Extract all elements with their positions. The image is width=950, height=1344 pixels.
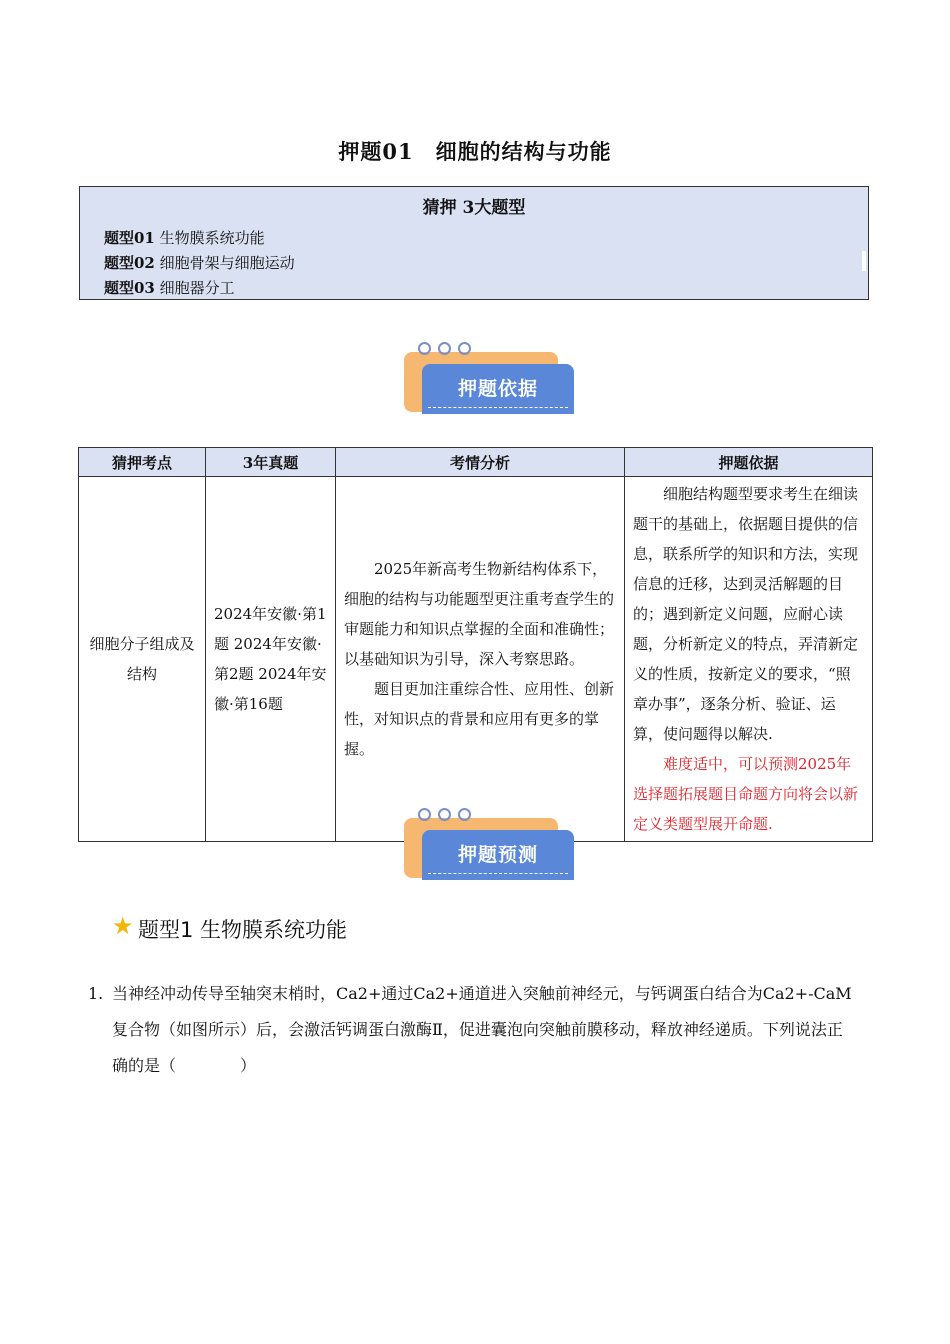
badge-front xyxy=(422,364,574,414)
topic-cell: 细胞分子组成及结构 xyxy=(79,477,206,842)
guess-item xyxy=(104,252,295,273)
basis-paragraph: 细胞结构题型要求考生在细读题干的基础上，依据题目提供的信息，联系所学的知识和方法，实现信息的迁移，达到灵活解题的目的；遇到新定义问题，应耐心读题，分析新定义的特点，弄清新定义的性质，按新定义的要求，“照章办事”，逐条分析、验证、运算，使问题得以解决. xyxy=(633,485,859,743)
page-title: 押题01 细胞的结构与功能 xyxy=(338,139,612,164)
table-row xyxy=(79,477,873,842)
question-number: 1. xyxy=(88,984,104,1003)
table-header: 3年真题 xyxy=(206,448,336,477)
question-text: 当神经冲动传导至轴突末梢时，Ca2+通过Ca2+通道进入突触前神经元，与钙调蛋白结合为Ca2+-CaM复合物（如图所示）后，会激活钙调蛋白激酶Ⅱ，促进囊泡向突触前膜移动，释放神经递质。下列说法正确的是（ ） xyxy=(112,984,852,1075)
table-header: 考情分析 xyxy=(336,448,625,477)
guess-item xyxy=(104,227,265,248)
section-heading xyxy=(112,914,347,944)
question-block xyxy=(88,976,858,1084)
guess-item xyxy=(104,277,235,298)
binder-rings-icon xyxy=(418,808,488,828)
badge-dash xyxy=(428,407,568,408)
guess-item-label: 题型01 xyxy=(104,229,155,247)
forecast-badge xyxy=(404,808,576,888)
badge-front xyxy=(422,830,574,880)
badge-label: 押题依据 xyxy=(457,378,538,400)
analysis-paragraph: 题目更加注重综合性、应用性、创新性，对知识点的背景和应用有更多的掌握。 xyxy=(344,680,615,758)
basis-badge xyxy=(404,342,576,422)
badge-label: 押题预测 xyxy=(457,844,538,866)
binder-rings-icon xyxy=(418,342,488,362)
guess-item-text: 细胞器分工 xyxy=(159,279,235,297)
guess-item-text: 细胞骨架与细胞运动 xyxy=(159,254,295,272)
star-icon: ★ xyxy=(112,912,134,940)
table-header: 押题依据 xyxy=(625,448,873,477)
table-header: 猜押考点 xyxy=(79,448,206,477)
table-header-row xyxy=(79,448,873,477)
basis-highlight: 难度适中，可以预测2025年选择题拓展题目命题方向将会以新定义类题型展开命题. xyxy=(633,755,859,833)
exams-cell: 2024年安徽·第1题 2024年安徽·第2题 2024年安徽·第16题 xyxy=(206,477,336,842)
basis-cell xyxy=(625,477,873,842)
guess-item-text: 生物膜系统功能 xyxy=(159,229,265,247)
analysis-cell xyxy=(336,477,625,842)
info-table xyxy=(78,447,873,842)
guess-item-label: 题型03 xyxy=(104,279,155,297)
analysis-paragraph: 2025年新高考生物新结构体系下，细胞的结构与功能题型更注重考查学生的审题能力和知识点掌握的全面和准确性；以基础知识为引导，深入考察思路。 xyxy=(344,560,615,668)
guess-summary-box xyxy=(79,186,869,300)
guess-heading: 猜押 3大题型 xyxy=(422,198,526,218)
box-edge-mark xyxy=(862,251,866,271)
section-title: 题型1 生物膜系统功能 xyxy=(138,918,348,942)
guess-item-label: 题型02 xyxy=(104,254,155,272)
badge-dash xyxy=(428,873,568,874)
